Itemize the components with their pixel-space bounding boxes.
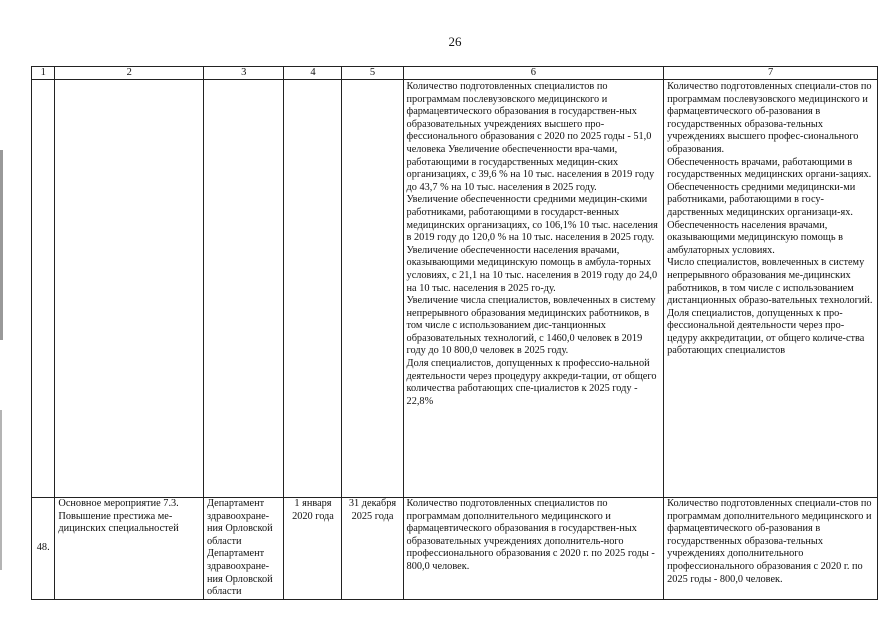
empty-cell: [284, 80, 342, 498]
executor-cell: Департамент здравоохране-ния Орловской области Департамент здравоохране-ния Орловской области: [204, 498, 284, 600]
scan-edge-mark: [0, 410, 2, 570]
result-paragraph: Увеличение обеспеченности населения врачами, оказывающими медицинскую помощь в амбула-торных условиях, с 21,1 на 10 тыс. населения в 2019 году до 24,0 на 10 тыс. населения в 2025 го-ду.: [406, 244, 658, 294]
indicator-paragraph: Доля специалистов, допущенных к про-фессиональной деятельности через про-цедуру аккредитации, от общего количе-ства работающих специалистов: [667, 307, 865, 357]
empty-cell: [342, 80, 403, 498]
empty-cell: [204, 80, 284, 498]
empty-cell: [32, 80, 55, 498]
indicators-cell: Количество подготовленных специали-стов по программам дополнительного медицинского и фармацевтического об-разования в государственных образова-тельных учреждениях дополнительного профессионального образования с 2020 г. по 2025 годы - 800,0 человек.: [664, 498, 878, 600]
column-header: 5: [342, 67, 403, 80]
column-header: 7: [664, 67, 878, 80]
expected-results-cell: [403, 80, 664, 498]
result-paragraph: Доля специалистов, допущенных к профессио-нальной деятельности через процедуру аккреди-тации, от общего количества работающих спе-циалистов к 2025 году - 22,8%: [406, 358, 657, 407]
end-date-cell: 31 декабря 2025 года: [342, 498, 403, 600]
document-table: [31, 66, 878, 600]
result-paragraph: Увеличение обеспеченности средними медицин-скими работниками, работающими в государст-венных медицинских организациях, со 106,1% 10 тыс. населения в 2019 году до 120,0 % на 10 тыс. населения в 2025 году.: [406, 194, 658, 244]
column-header: 1: [32, 67, 55, 80]
start-date-cell: 1 января 2020 года: [284, 498, 342, 600]
indicator-paragraph: Обеспеченность средними медицински-ми работниками, работающими в госу-дарственных медицинских организаци-ях.: [667, 181, 856, 218]
expected-results-cell: Количество подготовленных специалистов по программам дополнительного медицинского и фармацевтического образования в государствен-ных образовательных учреждениях дополнитель-ного профессионального образования с 2020 г. по 2025 годы - 800,0 человек.: [403, 498, 664, 600]
column-header: 4: [284, 67, 342, 80]
table-header-row: [32, 67, 878, 80]
column-header: 2: [55, 67, 204, 80]
table-row: [32, 498, 878, 600]
row-number: 48.: [32, 498, 55, 600]
empty-cell: [55, 80, 204, 498]
column-header: 3: [204, 67, 284, 80]
activity-cell: Основное мероприятие 7.3. Повышение престижа ме-дицинских специальностей: [55, 498, 204, 600]
indicator-paragraph: Обеспеченность населения врачами, оказывающими медицинскую помощь в амбулаторных условиях.: [667, 219, 843, 256]
indicator-paragraph: Число специалистов, вовлеченных в систему непрерывного образования ме-дицинских работников, в том числе с использованием дистанционных образо-вательных технологий.: [667, 257, 873, 307]
indicator-paragraph: Обеспеченность врачами, работающими в государственных медицинских органи-зациях.: [667, 156, 872, 181]
result-paragraph: Количество подготовленных специалистов по программам послевузовского медицинского и фармацевтического образования в государствен-ных образовательных учреждениях высшего про-фессионального образования с 2020 по 2025 годы - 51,0 человека Увеличение обеспеченности вра-чами, работающими в государственных медицин-ских организациях, с 39,6 % на 10 тыс. населения в 2019 году до 43,7 % на 10 тыс. населения в 2025 году.: [406, 81, 655, 193]
indicators-cell: [664, 80, 878, 498]
indicator-paragraph: Количество подготовленных специали-стов по программам послевузовского медицинского и фармацевтического об-разования в государственных образова-тельных учреждениях высшего профес-сионального образования.: [667, 81, 872, 155]
table-row: [32, 80, 878, 498]
column-header: 6: [403, 67, 664, 80]
page-number: 26: [448, 34, 462, 49]
result-paragraph: Увеличение числа специалистов, вовлеченных в систему непрерывного образования медицинских работников, в том числе с использованием дис-танционных образовательных технологий, с 1460,0 человек в 2019 году до 10 800,0 человек в 2025 году.: [406, 295, 656, 357]
scan-edge-mark: [0, 150, 3, 340]
